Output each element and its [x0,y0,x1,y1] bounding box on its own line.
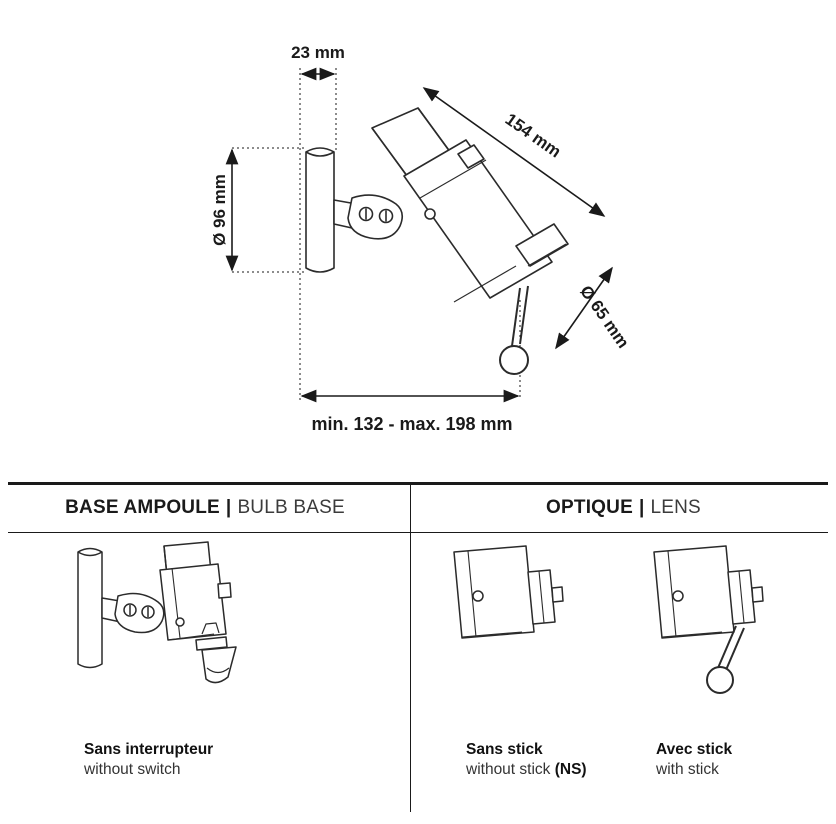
caption-sans-stick-fr: Sans stick [466,741,543,758]
caption-sans-stick-en [466,760,587,780]
caption-avec-stick-en: with stick [656,760,719,778]
column-header-bulb-base [0,488,410,528]
column-header-bulb-base-separator: | [225,497,232,518]
caption-sans-stick-code: (NS) [554,760,587,778]
column-header-bulb-base-fr: BASE AMPOULE [65,497,220,518]
dimension-length-label: 154 mm [501,109,565,162]
caption-avec-stick-fr: Avec stick [656,741,733,758]
column-header-lens-separator: | [638,497,645,518]
caption-sans-interrupteur-fr: Sans interrupteur [84,741,214,758]
figure-avec-stick [640,540,810,725]
caption-sans-interrupteur [84,740,213,780]
table-column-separator [410,482,411,812]
dimension-base-diameter [210,150,232,270]
dimension-depth [291,43,345,74]
dimension-head-diameter [556,268,633,352]
figure-sans-stick [440,544,600,689]
dimension-base-diameter-label: Ø 96 mm [210,174,229,246]
table-top-rule [8,482,828,485]
figure-sans-interrupteur [60,540,320,725]
column-header-lens [411,488,836,528]
caption-avec-stick [656,740,732,780]
caption-sans-stick-en-text: without stick [466,760,551,778]
table-header-rule [8,532,828,533]
column-header-lens-en: LENS [650,497,701,518]
options-table [0,482,836,824]
dimension-head-diameter-label: Ø 65 mm [576,281,633,352]
dimension-projection-label: min. 132 - max. 198 mm [311,414,513,434]
caption-sans-stick [466,740,587,780]
caption-sans-interrupteur-en: without switch [84,760,181,778]
spotlight-figure-main [306,108,568,374]
column-header-lens-fr: OPTIQUE [546,497,633,518]
dimension-projection [302,396,518,434]
column-header-bulb-base-en: BULB BASE [237,497,345,518]
dimension-depth-label: 23 mm [291,43,345,62]
